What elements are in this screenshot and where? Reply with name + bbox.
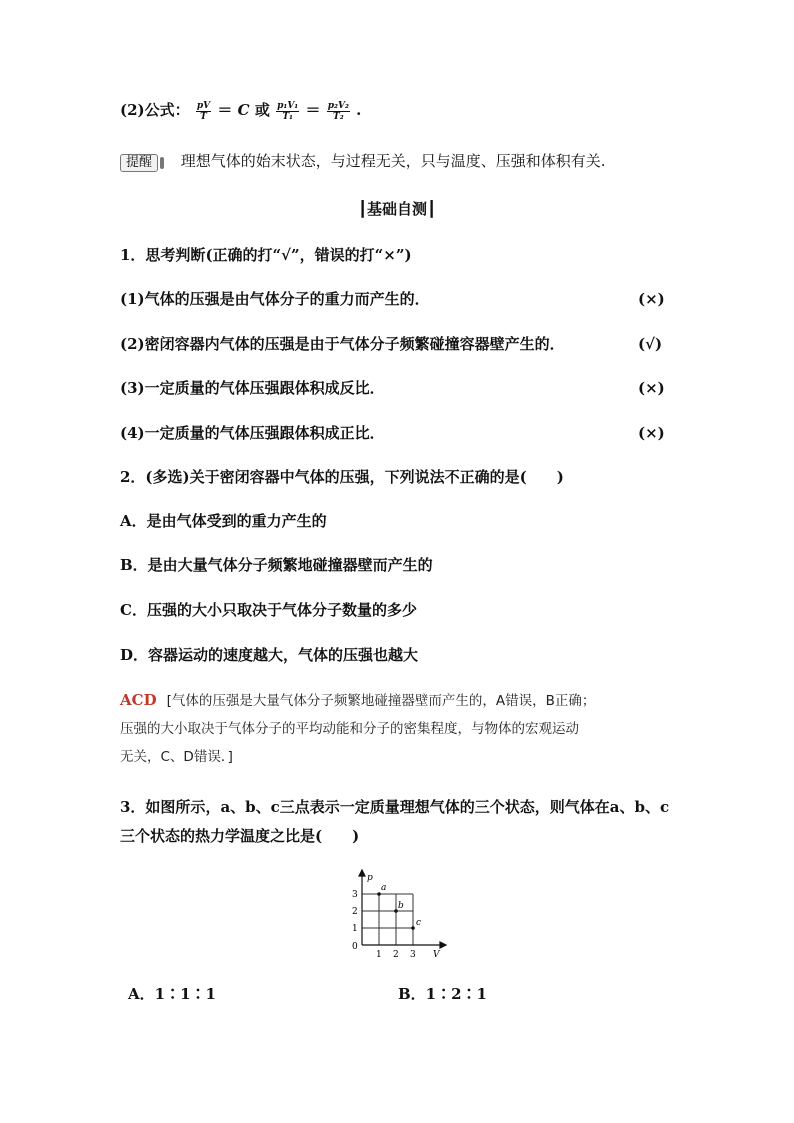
formula-end: . bbox=[356, 101, 362, 119]
q1-mark-4: (×) bbox=[638, 424, 665, 442]
constant-c: C bbox=[237, 101, 250, 119]
q3-option-b: B．1∶2∶1 bbox=[398, 985, 487, 1003]
point-b-label: b bbox=[398, 901, 404, 911]
equals-sign: ＝ bbox=[305, 101, 321, 119]
equals-sign: ＝ bbox=[217, 101, 233, 119]
fraction-pv-over-t bbox=[196, 101, 211, 122]
y-axis-label: p bbox=[367, 873, 373, 883]
formula-line bbox=[120, 100, 361, 122]
explanation-text: [气体的压强是大量气体分子频繁地碰撞器壁而产生的，A错误，B正确； bbox=[166, 693, 596, 709]
q1-item-4: (4)一定质量的气体压强跟体积成正比． bbox=[120, 424, 385, 442]
tip-text: 理想气体的始末状态，与过程无关，只与温度、压强和体积有关. bbox=[180, 152, 606, 170]
q2-answer-line-3: 无关，C、D错误．] bbox=[120, 749, 233, 765]
fraction-numerator: pV bbox=[196, 100, 211, 111]
q1-item-1: (1)气体的压强是由气体分子的重力而产生的． bbox=[120, 290, 430, 308]
q3-stem-line-2: 三个状态的热力学温度之比是( ) bbox=[120, 827, 360, 845]
q3-option-a: A．1∶1∶1 bbox=[128, 985, 216, 1003]
q2-answer-line-1 bbox=[120, 686, 680, 715]
formula-prefix: (2)公式： bbox=[120, 101, 190, 119]
x-tick-1: 1 bbox=[376, 950, 382, 960]
or-word: 或 bbox=[254, 101, 270, 119]
fraction-numerator: p₁V₁ bbox=[277, 100, 299, 111]
q1-title: 1．思考判断(正确的打“√”，错误的打“×”) bbox=[120, 246, 412, 264]
fraction-p1v1-over-t1 bbox=[276, 101, 299, 122]
q1-mark-3: (×) bbox=[638, 379, 665, 397]
section-heading: ┃基础自测┃ bbox=[357, 200, 437, 218]
fraction-denominator: T₂ bbox=[333, 111, 344, 122]
x-axis-label: V bbox=[433, 950, 440, 960]
x-tick-2: 2 bbox=[393, 950, 399, 960]
point-c-label: c bbox=[416, 918, 422, 928]
y-tick-1: 1 bbox=[352, 924, 358, 934]
point-a-label: a bbox=[381, 883, 387, 893]
q2-option-d: D．容器运动的速度越大，气体的压强也越大 bbox=[120, 646, 419, 664]
q2-answer-block bbox=[120, 686, 680, 771]
q1-item-2: (2)密闭容器内气体的压强是由于气体分子频繁碰撞容器壁产生的． bbox=[120, 335, 565, 353]
tip-line bbox=[120, 151, 606, 172]
tip-badge: 提醒 bbox=[120, 154, 158, 172]
fraction-denominator: T₁ bbox=[282, 111, 293, 122]
q1-mark-1: (×) bbox=[638, 290, 665, 308]
q2-answer-line-2: 压强的大小取决于气体分子的平均动能和分子的密集程度，与物体的宏观运动 bbox=[120, 721, 579, 737]
origin-label: 0 bbox=[352, 942, 358, 952]
q2-stem: 2．(多选)关于密闭容器中气体的压强，下列说法不正确的是( ) bbox=[120, 468, 564, 486]
fraction-denominator: T bbox=[200, 111, 207, 122]
q1-item-3: (3)一定质量的气体压强跟体积成反比． bbox=[120, 379, 385, 397]
y-tick-3: 3 bbox=[352, 890, 358, 900]
x-tick-3: 3 bbox=[410, 950, 416, 960]
q2-option-a: A．是由气体受到的重力产生的 bbox=[120, 512, 327, 530]
q2-option-c: C．压强的大小只取决于气体分子数量的多少 bbox=[120, 601, 417, 619]
point-c bbox=[411, 926, 415, 930]
q3-stem-line-1: 3．如图所示，a、b、c三点表示一定质量理想气体的三个状态，则气体在a、b、c bbox=[120, 798, 670, 816]
y-tick-2: 2 bbox=[352, 907, 358, 917]
fraction-p2v2-over-t2 bbox=[327, 101, 350, 122]
q1-mark-2: (√) bbox=[638, 335, 663, 353]
graph-grid bbox=[362, 894, 413, 945]
pv-graph bbox=[340, 868, 460, 968]
fraction-numerator: p₂V₂ bbox=[327, 100, 349, 111]
q2-option-b: B．是由大量气体分子频繁地碰撞器壁而产生的 bbox=[120, 556, 433, 574]
answer-key: ACD bbox=[120, 691, 157, 709]
